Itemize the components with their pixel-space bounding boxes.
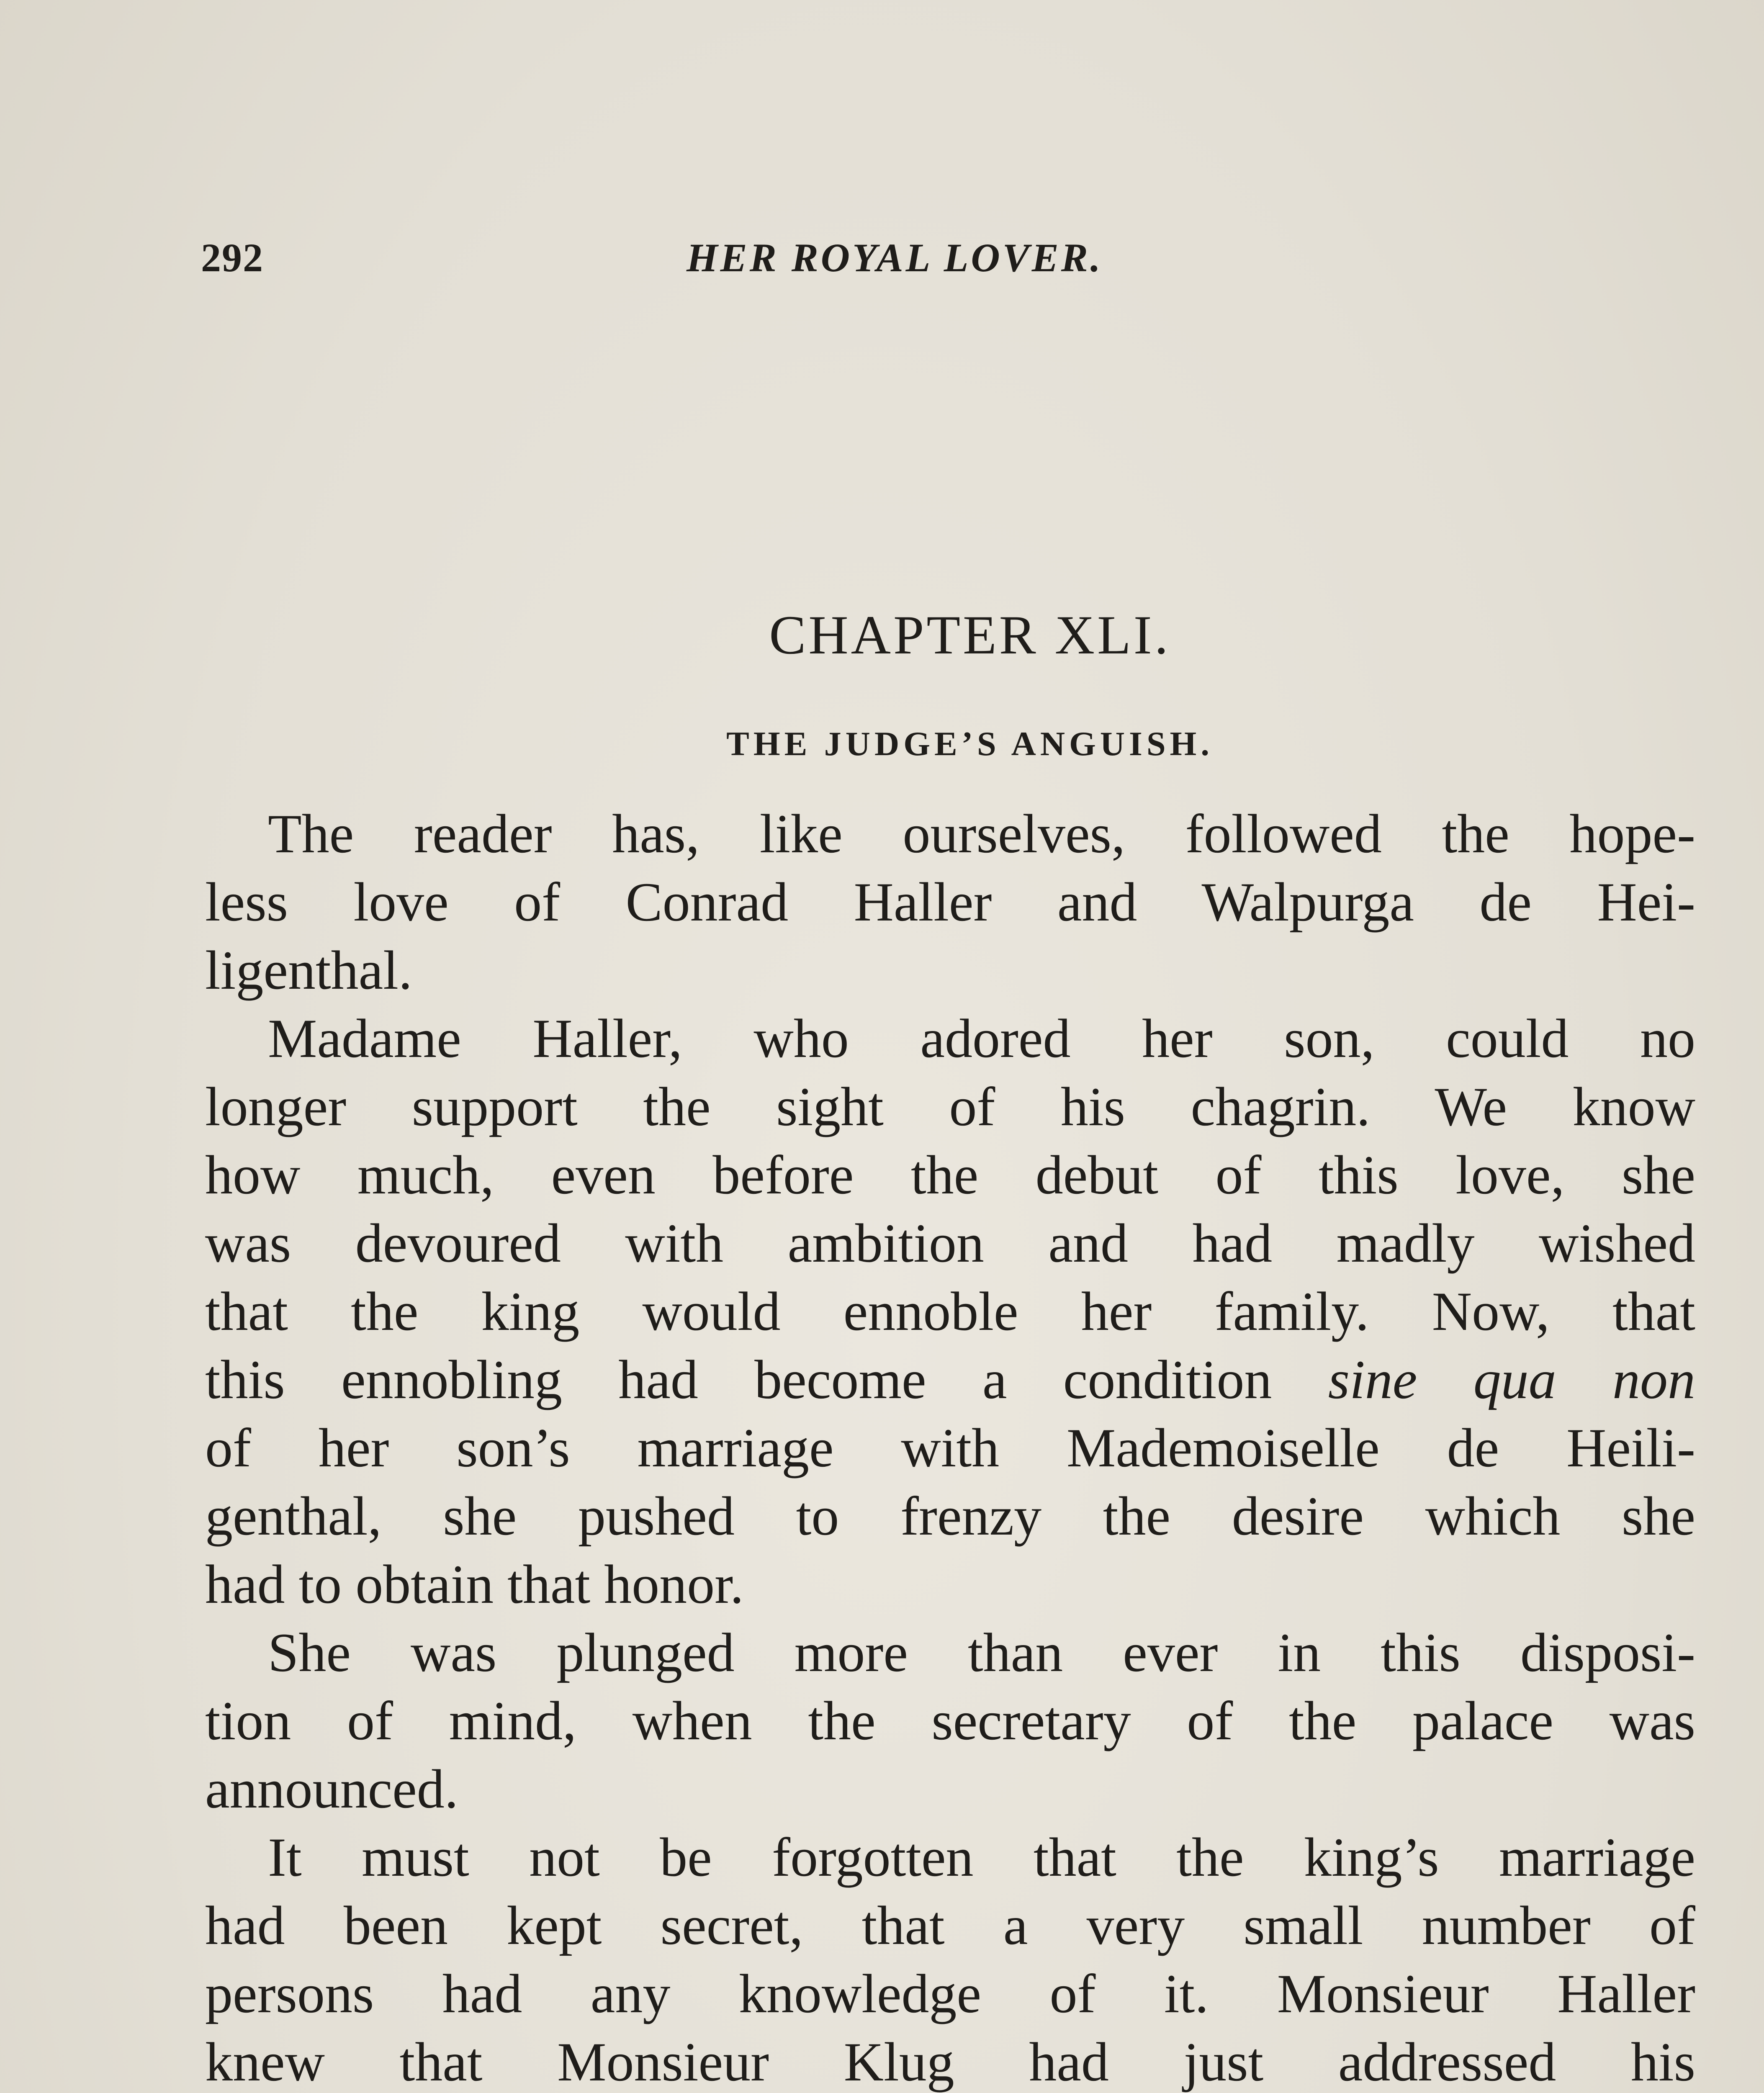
- text-line: was devoured with ambition and had madly wished: [205, 1212, 1695, 1274]
- text-line: The reader has, like ourselves, followed the hope-: [268, 803, 1695, 864]
- text-line: She was plunged more than ever in this disposi-: [268, 1622, 1695, 1683]
- page-header: [201, 234, 1695, 301]
- text-line: had been kept secret, that a very small number of: [205, 1895, 1695, 1956]
- text-line: genthal, she pushed to frenzy the desire which she: [205, 1485, 1695, 1547]
- text-line: ligenthal.: [205, 939, 412, 1001]
- text-line: announced.: [205, 1758, 458, 1820]
- chapter-title: CHAPTER XLI.: [769, 604, 1171, 666]
- text-line: longer support the sight of his chagrin. We know: [205, 1076, 1695, 1137]
- body-text: [205, 800, 1695, 2093]
- text-line: had to obtain that honor.: [205, 1553, 744, 1615]
- text-line: of her son’s marriage with Mademoiselle de Heili-: [205, 1417, 1695, 1478]
- text-line: persons had any knowledge of it. Monsieur Haller: [205, 1963, 1695, 2024]
- text-line: less love of Conrad Haller and Walpurga de Hei-: [205, 871, 1695, 933]
- text-line: tion of mind, when the secretary of the palace was: [205, 1690, 1695, 1751]
- chapter-subtitle: THE JUDGE’S ANGUISH.: [726, 725, 1214, 763]
- text-line: knew that Monsieur Klug had just addressed his: [205, 2031, 1695, 2093]
- text-line: how much, even before the debut of this love, she: [205, 1144, 1695, 1206]
- text-line: [205, 1345, 1695, 1414]
- page-number: 292: [201, 235, 264, 280]
- text-line: Madame Haller, who adored her son, could no: [268, 1008, 1695, 1069]
- text-segment: this ennobling had become a condition: [205, 1349, 1328, 1410]
- text-line: that the king would ennoble her family. Now, that: [205, 1280, 1695, 1342]
- italic-phrase: sine qua non: [1328, 1349, 1696, 1410]
- running-title: HER ROYAL LOVER.: [687, 235, 1103, 280]
- text-line: It must not be forgotten that the king’s marriage: [268, 1826, 1695, 1888]
